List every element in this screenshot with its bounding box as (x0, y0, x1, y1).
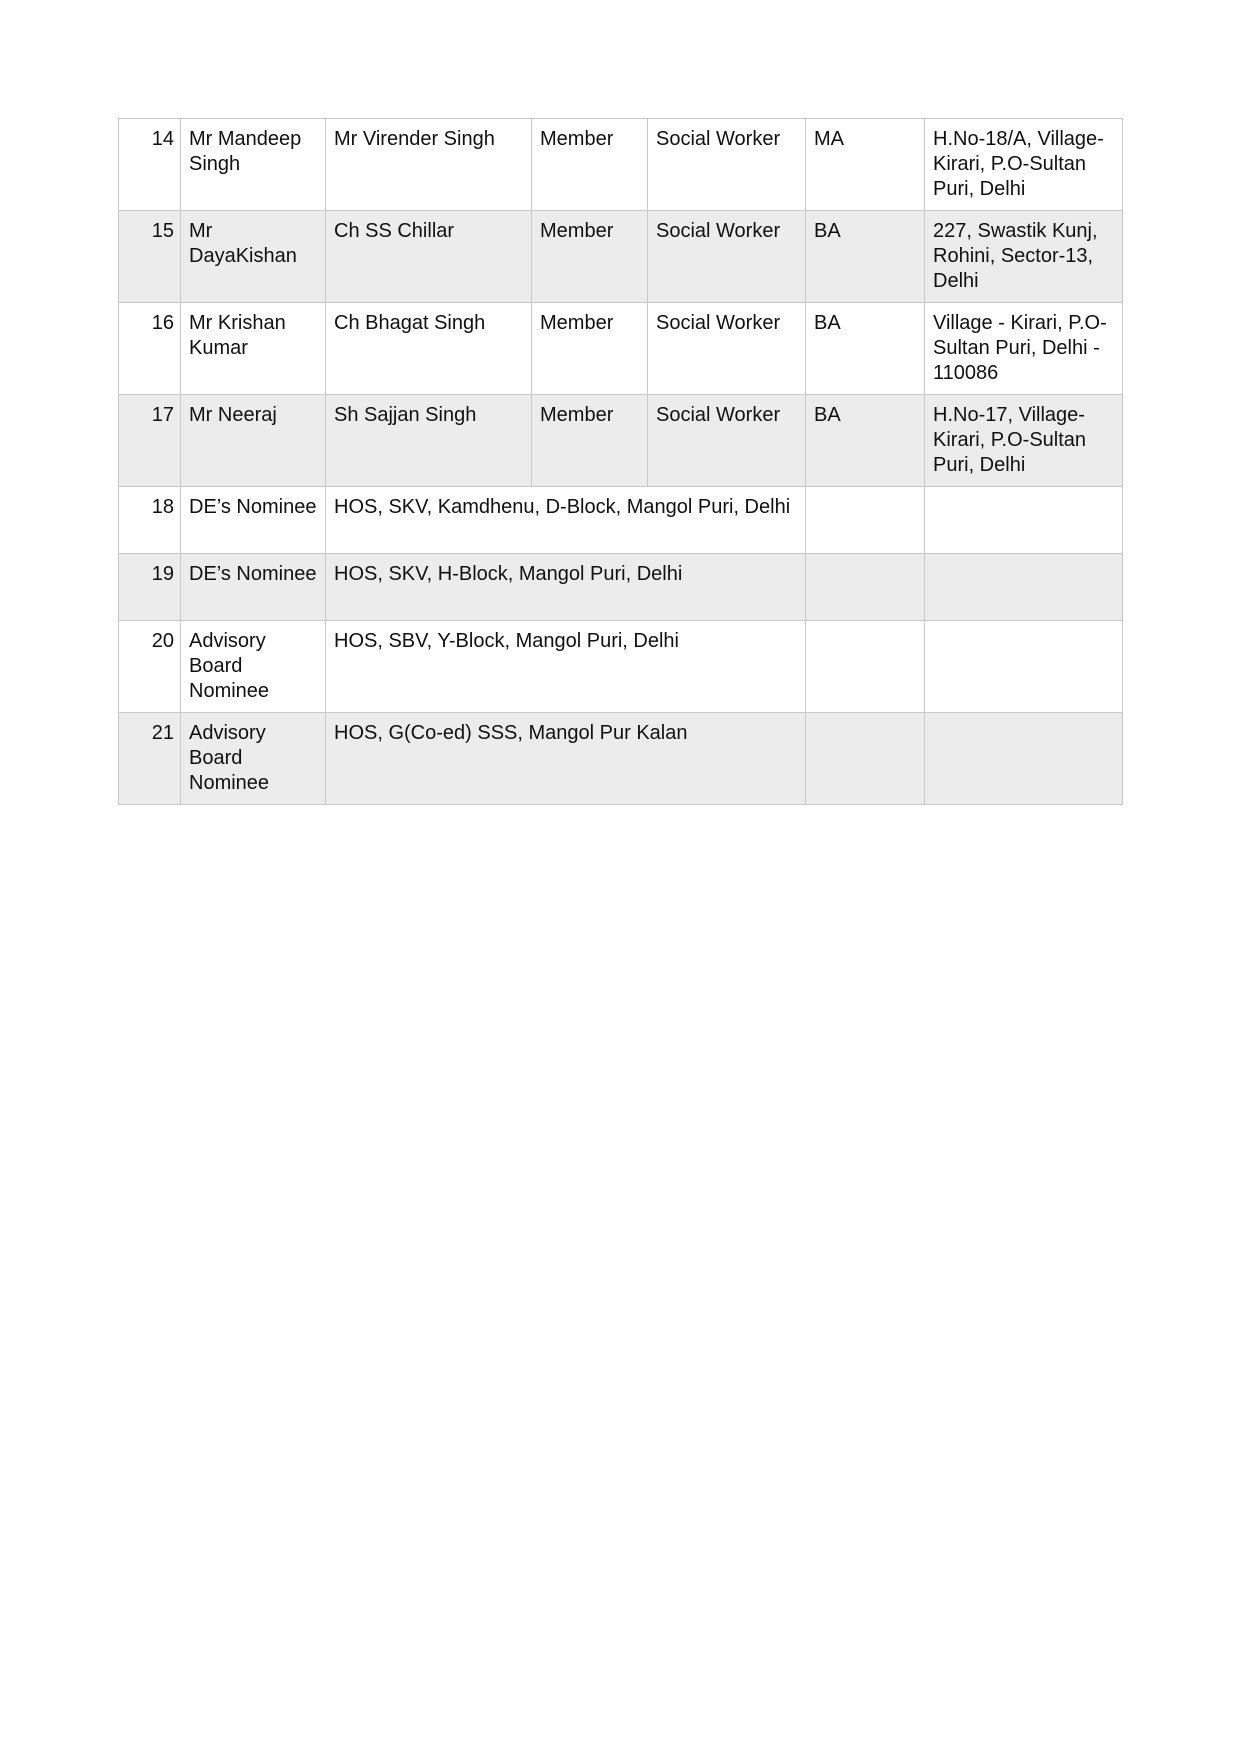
qualification: BA (806, 211, 925, 303)
table-row (119, 487, 1123, 554)
nominee-detail: HOS, SKV, Kamdhenu, D-Block, Mangol Puri, Delhi (326, 487, 806, 554)
nominee-name: Advisory Board Nominee (181, 713, 326, 805)
empty-cell (806, 554, 925, 621)
table-row (119, 713, 1123, 805)
father-name: Mr Virender Singh (326, 119, 532, 211)
serial-number: 21 (119, 713, 181, 805)
address: H.No-18/A, Village-Kirari, P.O-Sultan Puri, Delhi (925, 119, 1123, 211)
father-name: Sh Sajjan Singh (326, 395, 532, 487)
position: Member (532, 303, 648, 395)
father-name: Ch Bhagat Singh (326, 303, 532, 395)
qualification: BA (806, 395, 925, 487)
occupation: Social Worker (648, 211, 806, 303)
position: Member (532, 395, 648, 487)
position: Member (532, 119, 648, 211)
empty-cell (925, 554, 1123, 621)
serial-number: 15 (119, 211, 181, 303)
table-row (119, 303, 1123, 395)
address: 227, Swastik Kunj, Rohini, Sector-13, Delhi (925, 211, 1123, 303)
member-name: Mr Mandeep Singh (181, 119, 326, 211)
table-row (119, 395, 1123, 487)
serial-number: 17 (119, 395, 181, 487)
qualification: BA (806, 303, 925, 395)
empty-cell (806, 621, 925, 713)
nominee-name: Advisory Board Nominee (181, 621, 326, 713)
serial-number: 18 (119, 487, 181, 554)
table-row (119, 621, 1123, 713)
address: Village - Kirari, P.O-Sultan Puri, Delhi - 110086 (925, 303, 1123, 395)
qualification: MA (806, 119, 925, 211)
nominee-name: DE’s Nominee (181, 487, 326, 554)
nominee-detail: HOS, SKV, H-Block, Mangol Puri, Delhi (326, 554, 806, 621)
nominee-name: DE’s Nominee (181, 554, 326, 621)
table-row (119, 119, 1123, 211)
address: H.No-17, Village-Kirari, P.O-Sultan Puri, Delhi (925, 395, 1123, 487)
serial-number: 14 (119, 119, 181, 211)
occupation: Social Worker (648, 303, 806, 395)
members-table (118, 118, 1123, 805)
father-name: Ch SS Chillar (326, 211, 532, 303)
nominee-detail: HOS, SBV, Y-Block, Mangol Puri, Delhi (326, 621, 806, 713)
member-name: Mr Krishan Kumar (181, 303, 326, 395)
member-name: Mr DayaKishan (181, 211, 326, 303)
occupation: Social Worker (648, 395, 806, 487)
table-row (119, 211, 1123, 303)
nominee-detail: HOS, G(Co-ed) SSS, Mangol Pur Kalan (326, 713, 806, 805)
empty-cell (925, 713, 1123, 805)
position: Member (532, 211, 648, 303)
empty-cell (925, 621, 1123, 713)
empty-cell (806, 713, 925, 805)
empty-cell (925, 487, 1123, 554)
table-row (119, 554, 1123, 621)
serial-number: 20 (119, 621, 181, 713)
serial-number: 19 (119, 554, 181, 621)
serial-number: 16 (119, 303, 181, 395)
occupation: Social Worker (648, 119, 806, 211)
member-name: Mr Neeraj (181, 395, 326, 487)
empty-cell (806, 487, 925, 554)
